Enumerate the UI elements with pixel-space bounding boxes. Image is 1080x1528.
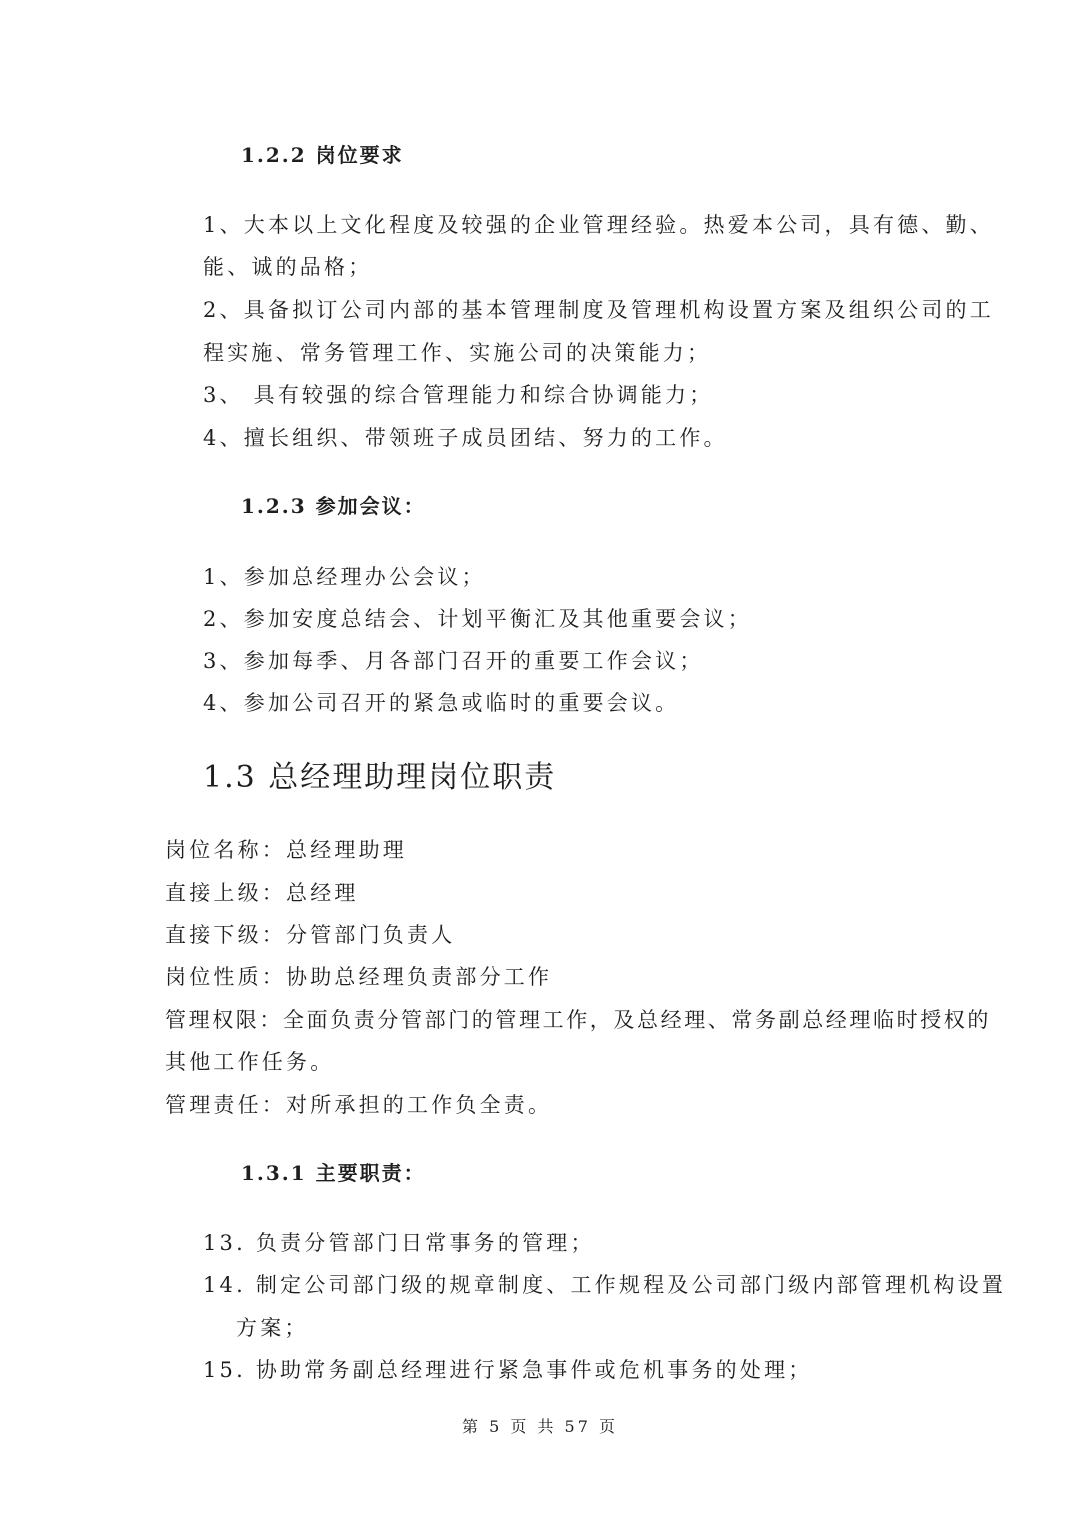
- meeting-line: 2、参加安度总结会、计划平衡汇及其他重要会议；: [203, 607, 752, 631]
- position-field: 管理责任：对所承担的工作负全责。: [165, 1093, 553, 1117]
- heading-1-2-3: 1.2.3 参加会议：: [241, 494, 426, 518]
- requirement-line: 3、 具有较强的综合管理能力和综合协调能力；: [203, 383, 714, 407]
- meeting-line: 4、参加公司召开的紧急或临时的重要会议。: [203, 691, 680, 715]
- meeting-line: 1、参加总经理办公会议；: [203, 565, 486, 589]
- heading-1-3-1: 1.3.1 主要职责：: [241, 1161, 426, 1185]
- duty-line: 13. 负责分管部门日常事务的管理；: [203, 1231, 595, 1255]
- duty-line: 15. 协助常务副总经理进行紧急事件或危机事务的处理；: [203, 1358, 813, 1382]
- position-field: 岗位名称：总经理助理: [165, 838, 407, 862]
- requirement-line: 4、擅长组织、带领班子成员团结、努力的工作。: [203, 426, 728, 450]
- position-field: 直接下级：分管部门负责人: [165, 923, 456, 947]
- heading-1-2-2: 1.2.2 岗位要求: [241, 143, 404, 167]
- page-number-footer: 第 5 页 共 57 页: [462, 1417, 618, 1436]
- meeting-line: 3、参加每季、月各部门召开的重要工作会议；: [203, 649, 704, 673]
- requirement-line: 程实施、常务管理工作、实施公司的决策能力；: [203, 341, 712, 365]
- requirement-line: 2、具备拟订公司内部的基本管理制度及管理机构设置方案及组织公司的工: [203, 298, 994, 322]
- duty-line: 方案；: [236, 1316, 309, 1340]
- position-field: 直接上级：总经理: [165, 881, 359, 905]
- heading-1-3: 1.3 总经理助理岗位职责: [203, 760, 557, 795]
- requirement-line: 1、大本以上文化程度及较强的企业管理经验。热爱本公司，具有德、勤、: [203, 213, 994, 237]
- position-field: 管理权限：全面负责分管部门的管理工作，及总经理、常务副总经理临时授权的: [165, 1008, 991, 1032]
- duty-line: 14. 制定公司部门级的规章制度、工作规程及公司部门级内部管理机构设置: [203, 1273, 1007, 1297]
- position-field: 岗位性质：协助总经理负责部分工作: [165, 965, 553, 989]
- position-field: 其他工作任务。: [165, 1050, 335, 1074]
- requirement-line: 能、诚的品格；: [203, 255, 373, 279]
